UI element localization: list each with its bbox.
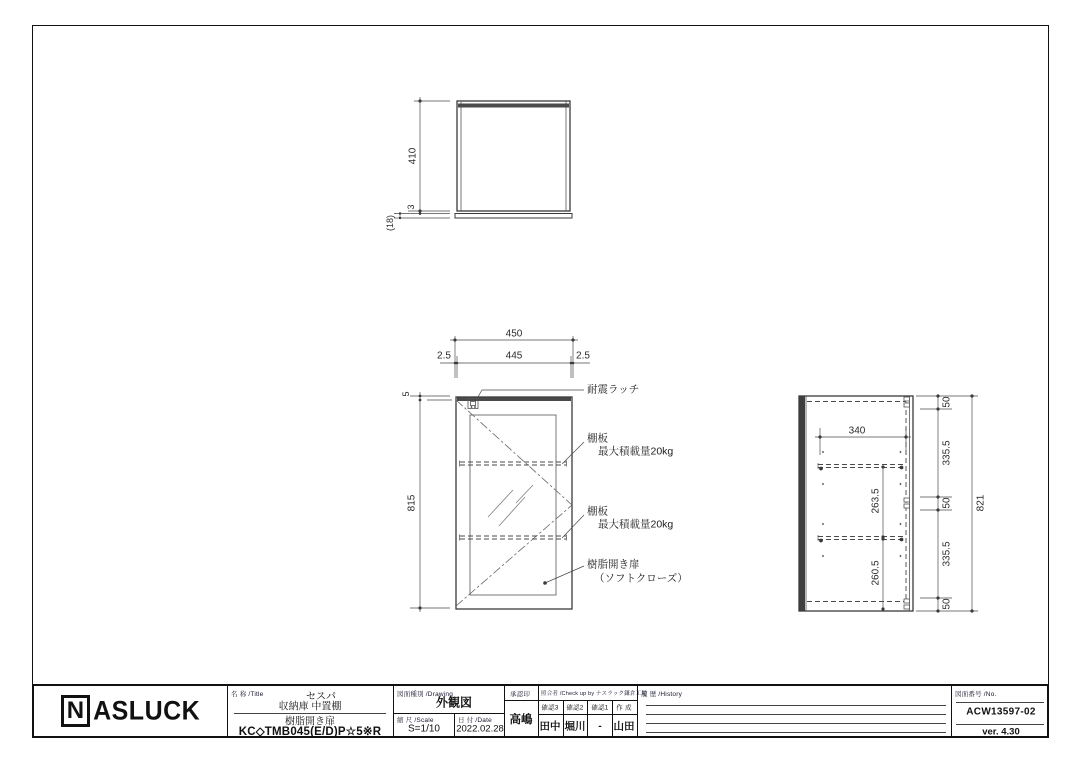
tb-rule-line	[956, 724, 1044, 725]
checker-3-name: 田中	[539, 720, 561, 733]
dim-side-overall-height: 821	[975, 494, 987, 512]
nasluck-logo	[34, 686, 227, 736]
label-resin-door: 樹脂開き扉	[587, 558, 640, 571]
dim-front-right-edge: 2.5	[576, 350, 590, 362]
tb-divider	[951, 686, 952, 736]
history-rule-line	[646, 723, 946, 724]
model-number: KC◇TMB045(E/D)P☆5※R	[238, 726, 382, 738]
drawing-type-value: 外観図	[435, 695, 473, 710]
drawing-type-label: 図面種別 /Drawing	[397, 691, 454, 698]
dim-side-seg50-top: 50	[941, 396, 953, 408]
scale-label: 縮 尺 /Scale	[397, 717, 434, 724]
logo-wordmark: ASLUCK	[93, 695, 201, 726]
title-block	[32, 684, 1049, 738]
logo-n-mark: N	[61, 695, 90, 727]
dim-top-gap: 3	[406, 204, 416, 210]
label-soft-close: （ソフトクローズ）	[594, 572, 688, 585]
product-type: 樹脂開き扉	[285, 716, 335, 728]
check-role-2: 確認2	[566, 704, 584, 712]
dim-front-overall-width: 450	[505, 328, 523, 340]
check-role-3: 確認3	[541, 704, 559, 712]
check-role-1: 確認1	[591, 704, 609, 712]
label-seismic-latch: 耐震ラッチ	[587, 383, 640, 396]
product-series: セスパ	[306, 691, 336, 703]
product-category: 収納庫 中置棚	[278, 701, 342, 713]
tb-divider	[393, 713, 504, 714]
tb-divider	[504, 700, 538, 701]
dim-side-lower-span: 260.5	[870, 560, 882, 586]
history-rule-line	[646, 732, 946, 733]
tb-divider	[587, 700, 588, 736]
label-shelf-load-2: 最大積載量20kg	[598, 518, 674, 531]
tb-divider	[504, 686, 505, 736]
label-shelf-load-1: 最大積載量20kg	[598, 445, 674, 458]
tb-rule-line	[956, 702, 1044, 703]
dim-front-left-edge: 2.5	[437, 350, 451, 362]
label-shelf-1: 棚板	[587, 432, 608, 445]
history-label: 履 歴 /History	[641, 691, 683, 698]
approval-label: 承認印	[510, 691, 531, 698]
date-value: 2022.02.28	[456, 723, 504, 735]
dim-front-door-height: 815	[406, 494, 418, 512]
drawing-no-label: 図面番号 /No.	[955, 691, 997, 698]
date-label: 日 付 /Date	[458, 717, 492, 724]
front-view-linework	[410, 336, 590, 612]
author-name: 山田	[613, 720, 635, 733]
scale-value: S=1/10	[408, 723, 440, 735]
checker-1-name: -	[598, 720, 602, 732]
tb-divider	[454, 713, 455, 736]
top-view-linework	[394, 97, 572, 219]
version-number: ver. 4.30	[982, 726, 1020, 738]
history-rule-line	[646, 714, 946, 715]
dim-top-depth: 410	[407, 147, 419, 165]
title-field-label: 名 称 /Title	[231, 691, 264, 698]
check-label: 照合者 /Check up by ナスラック鎌倉工場	[541, 691, 648, 697]
approver-name: 高嶋	[509, 714, 533, 726]
dim-side-seg50-mid: 50	[941, 497, 953, 509]
dim-side-seg50-bottom: 50	[941, 598, 953, 610]
dim-side-seg335-lower: 335.5	[941, 541, 953, 567]
check-role-author: 作 成	[616, 704, 632, 712]
checker-2-name: 堀川	[564, 720, 586, 733]
drawing-number: ACW13597-02	[966, 706, 1036, 718]
dim-side-seg335-upper: 335.5	[941, 440, 953, 466]
dim-front-inner-width: 445	[505, 350, 523, 362]
dim-side-upper-span: 263.5	[870, 488, 882, 514]
tb-divider	[227, 686, 228, 736]
tb-divider	[393, 686, 394, 736]
dim-side-inner-depth: 340	[848, 425, 866, 437]
history-rule-line	[646, 705, 946, 706]
dim-top-door-thickness: (18)	[385, 214, 395, 232]
dim-front-top-clearance: 5	[401, 391, 411, 397]
label-shelf-2: 棚板	[587, 505, 608, 518]
